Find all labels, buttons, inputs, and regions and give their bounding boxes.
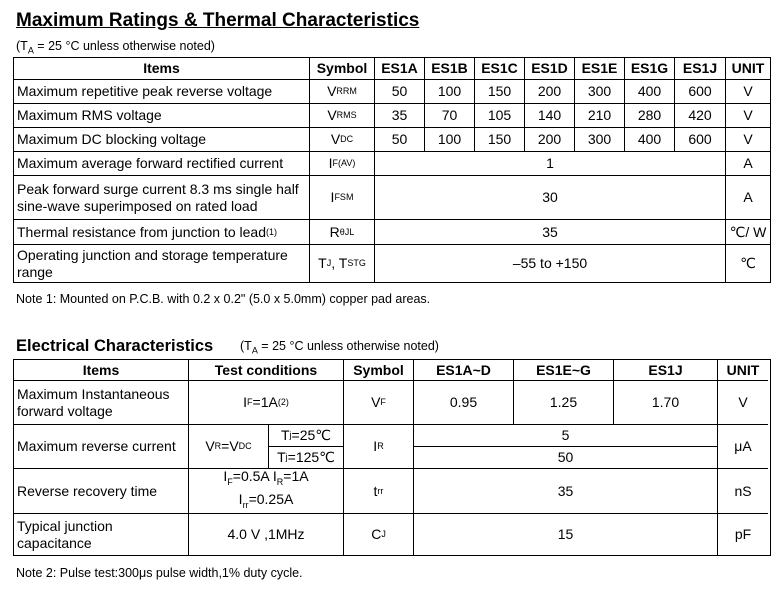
cond-cj: 4.0 V ,1MHz <box>189 514 344 555</box>
item-cj: Typical junction capacitance <box>14 514 189 555</box>
unit-cell: μA <box>718 425 768 469</box>
header-symbol: Symbol <box>344 360 414 381</box>
cond-tj-125: T j =125℃ <box>269 447 344 469</box>
symbol-ifsm: I FSM <box>310 176 375 220</box>
value-cell: 1.25 <box>514 381 614 425</box>
merged-value: 50 <box>414 447 718 469</box>
header-es1g: ES1G <box>625 58 675 80</box>
header-unit: UNIT <box>718 360 768 381</box>
ratings-title: Maximum Ratings & Thermal Characteristics <box>16 10 420 31</box>
value-cell: 50 <box>375 128 425 152</box>
value-cell: 150 <box>475 80 525 104</box>
symbol-vdc: V DC <box>310 128 375 152</box>
value-cell: 1.70 <box>614 381 718 425</box>
symbol-vrrm: V RRM <box>310 80 375 104</box>
symbol-trr: t rr <box>344 469 414 514</box>
value-cell: 420 <box>675 104 726 128</box>
value-cell: 35 <box>375 104 425 128</box>
unit-cell: V <box>726 128 770 152</box>
unit-cell: A <box>726 152 770 176</box>
item-thermal: Thermal resistance from junction to lead (1) <box>14 220 310 245</box>
value-cell: 105 <box>475 104 525 128</box>
symbol-tj-tstg: T J , T STG <box>310 245 375 282</box>
item-vdc: Maximum DC blocking voltage <box>14 128 310 152</box>
symbol-if-av: I F(AV) <box>310 152 375 176</box>
ratings-conditions: ($T_A = 25$ °C unless otherwise noted) <box>16 39 215 56</box>
value-cell: 50 <box>375 80 425 104</box>
header-es1a: ES1A <box>375 58 425 80</box>
header-items: Items <box>14 58 310 80</box>
value-cell: 210 <box>575 104 625 128</box>
value-cell: 100 <box>425 128 475 152</box>
symbol-rthjl: R θJL <box>310 220 375 245</box>
symbol-vf: V F <box>344 381 414 425</box>
value-cell: 200 <box>525 128 575 152</box>
merged-value: 35 <box>414 469 718 514</box>
header-test-conditions: Test conditions <box>189 360 344 381</box>
header-es1e: ES1E <box>575 58 625 80</box>
unit-cell: ℃/ W <box>726 220 770 245</box>
electrical-table <box>13 359 771 556</box>
value-cell: 0.95 <box>414 381 514 425</box>
header-items: Items <box>14 360 189 381</box>
cond-trr-line2: $I_{rr}=0.25A$ <box>238 491 294 510</box>
item-ir: Maximum reverse current <box>14 425 189 469</box>
cond-tj-25: T j =25℃ <box>269 425 344 447</box>
value-cell: 600 <box>675 80 726 104</box>
header-es1b: ES1B <box>425 58 475 80</box>
value-cell: 150 <box>475 128 525 152</box>
header-es1c: ES1C <box>475 58 525 80</box>
item-temperature: Operating junction and storage temperature range <box>14 245 310 282</box>
value-cell: 280 <box>625 104 675 128</box>
item-vrrm: Maximum repetitive peak reverse voltage <box>14 80 310 104</box>
unit-cell: pF <box>734 526 752 542</box>
header-es1e-g: ES1E~G <box>514 360 614 381</box>
value-cell: 300 <box>575 80 625 104</box>
item-vf: Maximum Instantaneous forward voltage <box>14 381 189 425</box>
merged-value: 5 <box>414 425 718 447</box>
merged-value: 1 <box>375 152 726 176</box>
unit-cell: A <box>726 176 770 220</box>
merged-value: 15 <box>414 514 718 555</box>
note-1: Note 1: Mounted on P.C.B. with 0.2 x 0.2" (5.0 x 5.0mm) copper pad areas. <box>16 292 431 306</box>
cond-trr-line1: $I_F=0.5A$ $I_R=1A$ <box>223 468 309 487</box>
value-cell: 400 <box>625 80 675 104</box>
value-cell: 100 <box>425 80 475 104</box>
value-cell: 140 <box>525 104 575 128</box>
unit-cell: V <box>726 80 770 104</box>
unit-cell: nS <box>718 469 768 514</box>
merged-value: –55 to +150 <box>375 245 726 282</box>
item-trr: Reverse recovery time <box>14 469 189 514</box>
ratings-table <box>13 57 771 283</box>
value-cell: 400 <box>625 128 675 152</box>
unit-cell: V <box>718 381 768 425</box>
symbol-cj: C J <box>344 514 414 555</box>
unit-cell: ℃ <box>740 255 756 271</box>
electrical-conditions: ($T_A = 25$ °C unless otherwise noted) <box>240 339 439 356</box>
symbol-ir: I R <box>344 425 414 469</box>
header-es1d: ES1D <box>525 58 575 80</box>
header-unit: UNIT <box>726 58 770 80</box>
merged-value: 35 <box>375 220 726 245</box>
electrical-title: Electrical Characteristics <box>16 337 214 355</box>
value-cell: 200 <box>525 80 575 104</box>
header-es1a-d: ES1A~D <box>414 360 514 381</box>
cond-vf: I F =1A (2) <box>189 381 344 425</box>
unit-cell: V <box>726 104 770 128</box>
symbol-vrms: V RMS <box>310 104 375 128</box>
value-cell: 300 <box>575 128 625 152</box>
item-vrms: Maximum RMS voltage <box>14 104 310 128</box>
cond-trr <box>189 469 344 514</box>
header-es1j: ES1J <box>675 58 726 80</box>
item-ifsm: Peak forward surge current 8.3 ms single half sine-wave superimposed on rated load <box>14 176 310 220</box>
value-cell: 600 <box>675 128 726 152</box>
note-2: Note 2: Pulse test:300μs pulse width,1% duty cycle. <box>16 566 303 580</box>
cond-ir: V R =V DC <box>189 425 269 469</box>
item-if-av: Maximum average forward rectified current <box>14 152 310 176</box>
merged-value: 30 <box>375 176 726 220</box>
header-es1j: ES1J <box>614 360 718 381</box>
header-symbol: Symbol <box>310 58 375 80</box>
value-cell: 70 <box>425 104 475 128</box>
